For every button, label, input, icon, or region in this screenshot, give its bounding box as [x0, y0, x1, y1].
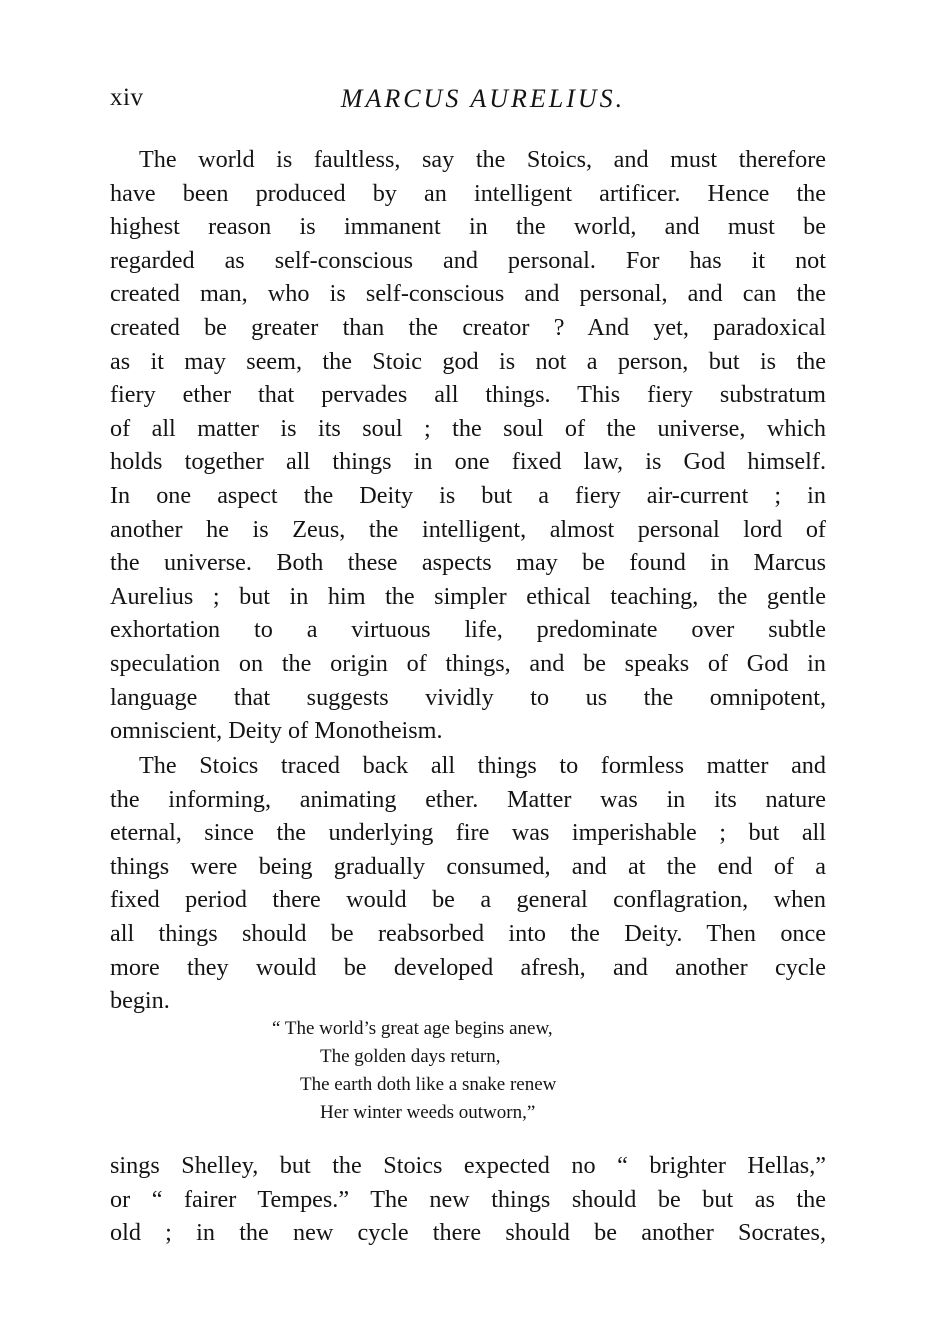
text-line: fixed period there would be a general conflagration, when: [110, 886, 826, 914]
text-line: things were being gradually consumed, and at the end of a: [110, 852, 826, 880]
page-number: xiv: [110, 84, 144, 111]
running-head: [110, 84, 826, 120]
text-line: sings Shelley, but the Stoics expected no “ brighter Hellas,”: [110, 1152, 826, 1179]
text-line: speculation on the origin of things, and be speaks of God in: [110, 649, 826, 677]
text-line: all things should be reabsorbed into the Deity. Then once: [110, 919, 826, 947]
text-line: the universe. Both these aspects may be found in Marcus: [110, 549, 826, 577]
text-line: The world is faultless, say the Stoics, and must therefore: [139, 146, 826, 173]
text-line: language that suggests vividly to us the omnipotent,: [110, 683, 826, 711]
verse-line: The earth doth like a snake renew: [300, 1074, 557, 1095]
paragraph-3: [110, 1149, 826, 1250]
text-line: created be greater than the creator ? And yet, paradoxical: [110, 313, 826, 341]
text-line: the informing, animating ether. Matter was in its nature: [110, 785, 826, 813]
text-line: have been produced by an intelligent artificer. Hence the: [110, 179, 826, 207]
verse-quotation: [270, 1015, 690, 1127]
text-line: fiery ether that pervades all things. This fiery substratum: [110, 381, 826, 409]
text-line: or “ fairer Tempes.” The new things should be but as the: [110, 1185, 826, 1213]
text-line: regarded as self-conscious and personal. For has it not: [110, 246, 826, 274]
text-line: as it may seem, the Stoic god is not a person, but is the: [110, 347, 826, 375]
verse-line: The golden days return,: [320, 1046, 501, 1067]
text-line: exhortation to a virtuous life, predominate over subtle: [110, 616, 826, 644]
text-line: old ; in the new cycle there should be another Socrates,: [110, 1219, 826, 1247]
text-line: Aurelius ; but in him the simpler ethical teaching, the gentle: [110, 582, 826, 610]
text-line: omniscient, Deity of Monotheism.: [110, 717, 443, 745]
text-line: holds together all things in one fixed law, is God himself.: [110, 448, 826, 476]
text-line: begin.: [110, 987, 170, 1015]
paragraph-1: [110, 143, 826, 748]
verse-line: Her winter weeds outworn,”: [320, 1102, 536, 1123]
text-line: In one aspect the Deity is but a fiery air-current ; in: [110, 481, 826, 509]
verse-line: “ The world’s great age begins anew,: [272, 1018, 553, 1039]
text-line: The Stoics traced back all things to formless matter and: [139, 752, 826, 779]
text-line: of all matter is its soul ; the soul of the universe, which: [110, 414, 826, 442]
text-line: highest reason is immanent in the world, and must be: [110, 213, 826, 241]
text-line: another he is Zeus, the intelligent, almost personal lord of: [110, 515, 826, 543]
paragraph-2: [110, 749, 826, 1018]
text-line: more they would be developed afresh, and another cycle: [110, 953, 826, 981]
running-title: MARCUS AURELIUS.: [340, 84, 626, 113]
text-line: created man, who is self-conscious and personal, and can the: [110, 280, 826, 308]
text-line: eternal, since the underlying fire was imperishable ; but all: [110, 819, 826, 847]
